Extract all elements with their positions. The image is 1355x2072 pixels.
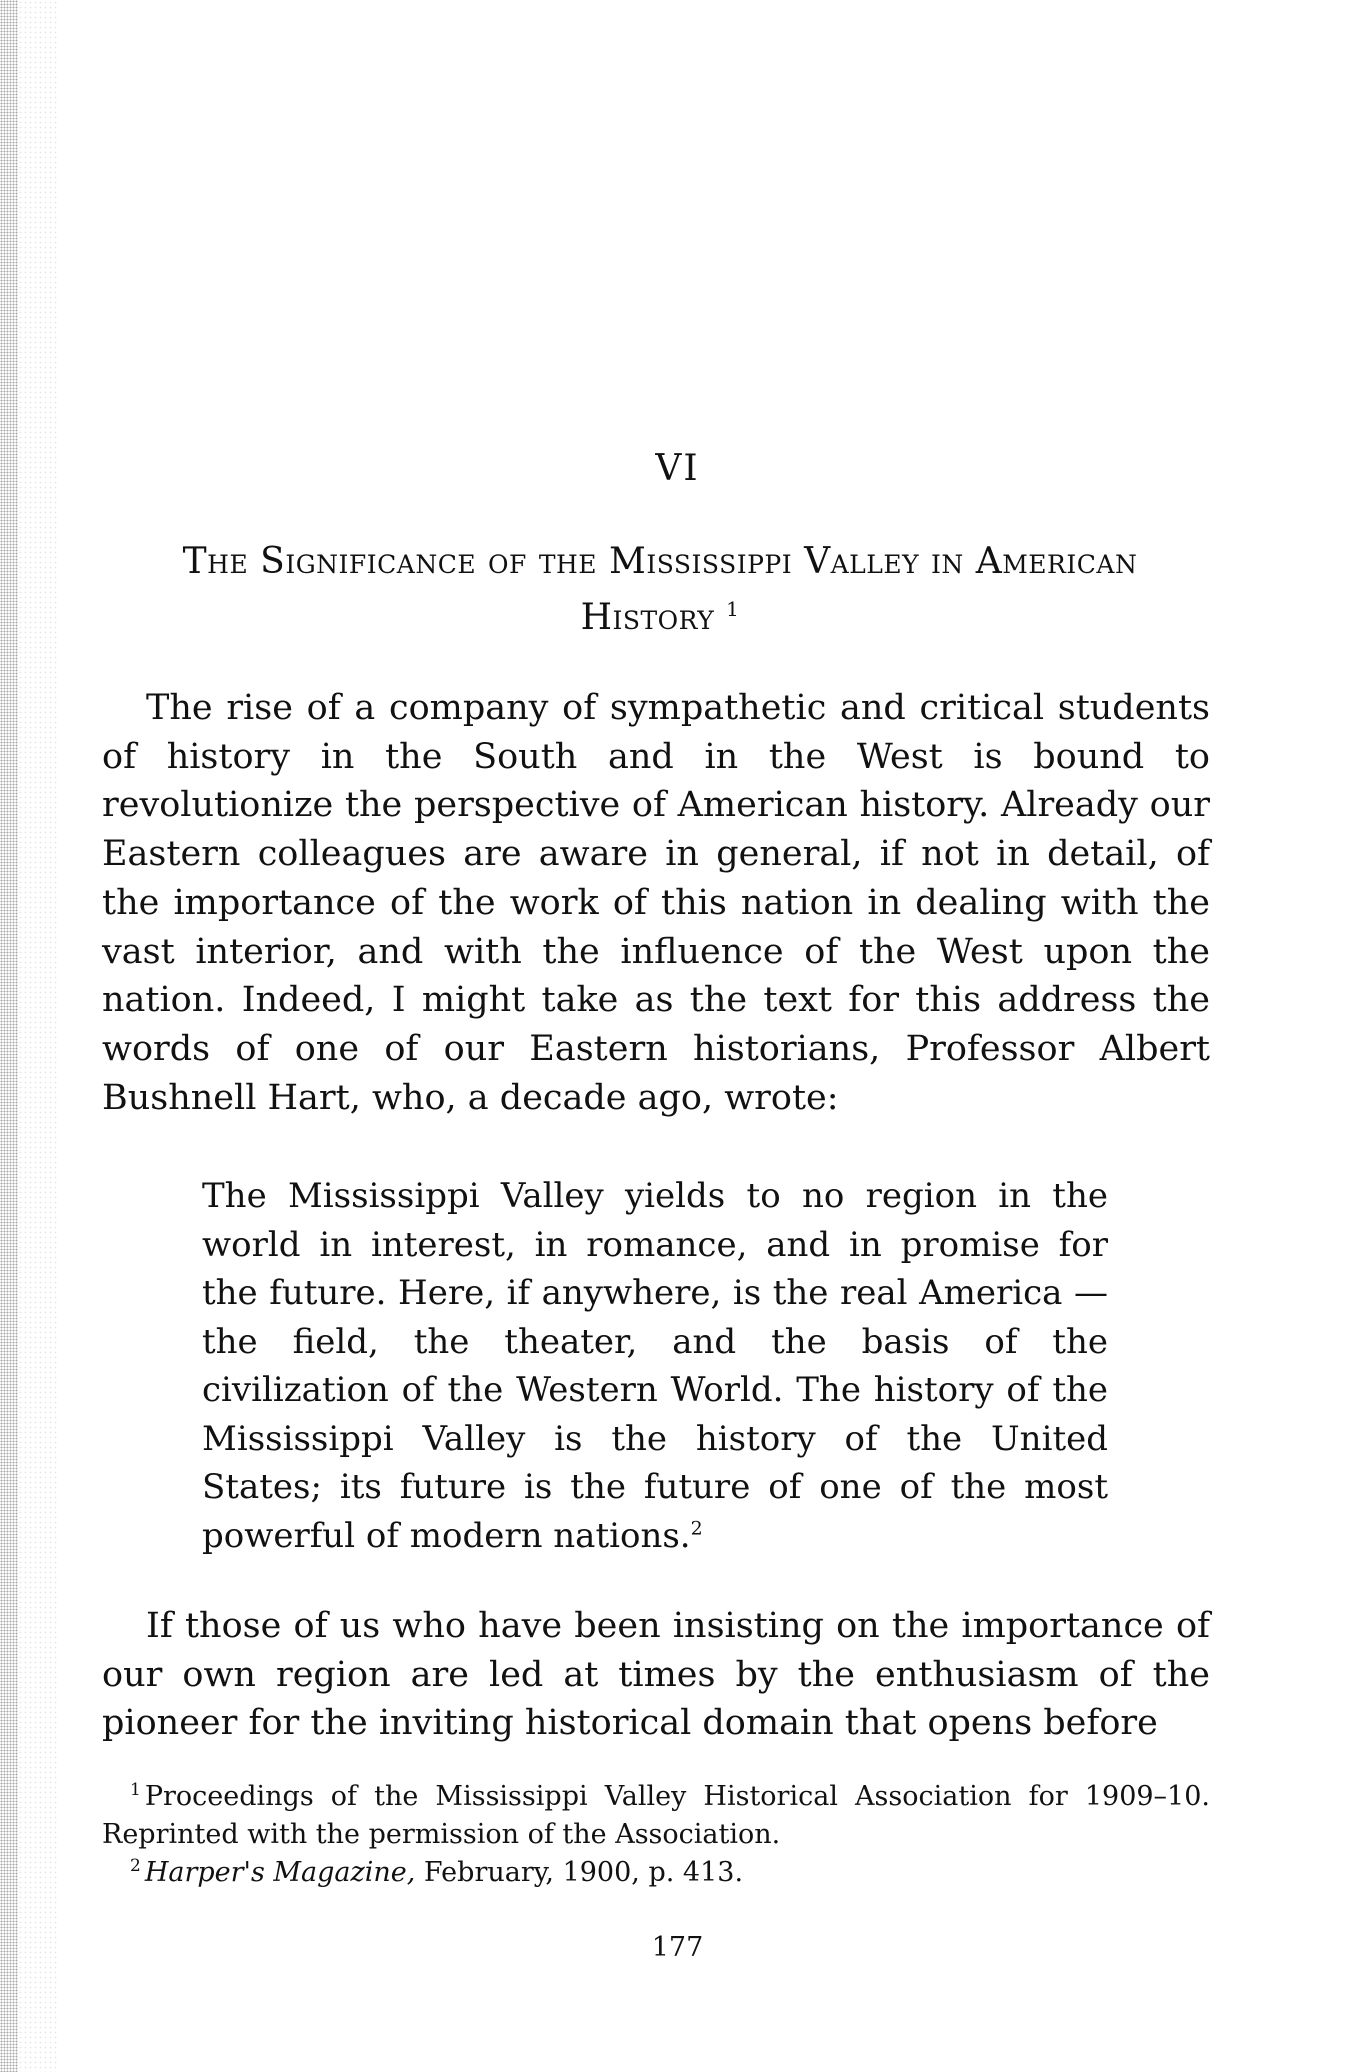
footnote-2-mark: 2 [130,1856,141,1876]
title-footnote-mark: 1 [726,597,740,621]
footnote-1-mark: 1 [130,1780,141,1800]
chapter-title-line-1: The Significance of the Mississippi Valley in American [182,541,1138,582]
footnote-1 [102,1778,1210,1854]
footnote-2-source: Harper's Magazine, [144,1857,416,1888]
block-quote-text: The Mississippi Valley yields to no region in the world in interest, in romance, and in promise for the future. Here, if anywhere, is the real America — the field, the theater, and the basis of the civilization of the Western World. The history of the Mississippi Valley is the history of the United States; its future is the future of one of the most powerful of modern nations. [202,1176,1108,1556]
page-number: 177 [651,1932,704,1963]
paragraph-1: The rise of a company of sympathetic and critical students of history in the South and in the West is bound to revolutionize the perspective of American history. Already our Eastern colleagues are aware in general, if not in detail, of the importance of the work of this nation in dealing with the vast interior, and with the influence of the West upon the nation. Indeed, I might take as the text for this address the words of one of our Eastern historians, Professor Albert Bushnell Hart, who, a decade ago, wrote: [102,688,1210,1118]
paragraph-2: If those of us who have been insisting on the importance of our own region are led at times by the enthusiasm of the pioneer for the inviting historical domain that opens before [102,1606,1210,1744]
footnotes [102,1778,1210,1892]
block-quote [202,1172,1108,1560]
chapter-title [100,534,1220,646]
chapter-title-line-2 [100,590,1220,646]
footnote-2-text: February, 1900, p. 413. [415,1857,744,1888]
chapter-title-line-2-text: History [580,597,715,638]
footnote-2 [102,1854,1210,1892]
scan-edge-texture-light [18,0,58,2072]
quote-footnote-mark: 2 [690,1517,703,1540]
footnote-1-text: Proceedings of the Mississippi Valley Historical Association for 1909–10. Reprinted with the permission of the Association. [102,1781,1210,1850]
scan-edge-texture [0,0,18,2072]
chapter-number: VI [655,448,700,489]
